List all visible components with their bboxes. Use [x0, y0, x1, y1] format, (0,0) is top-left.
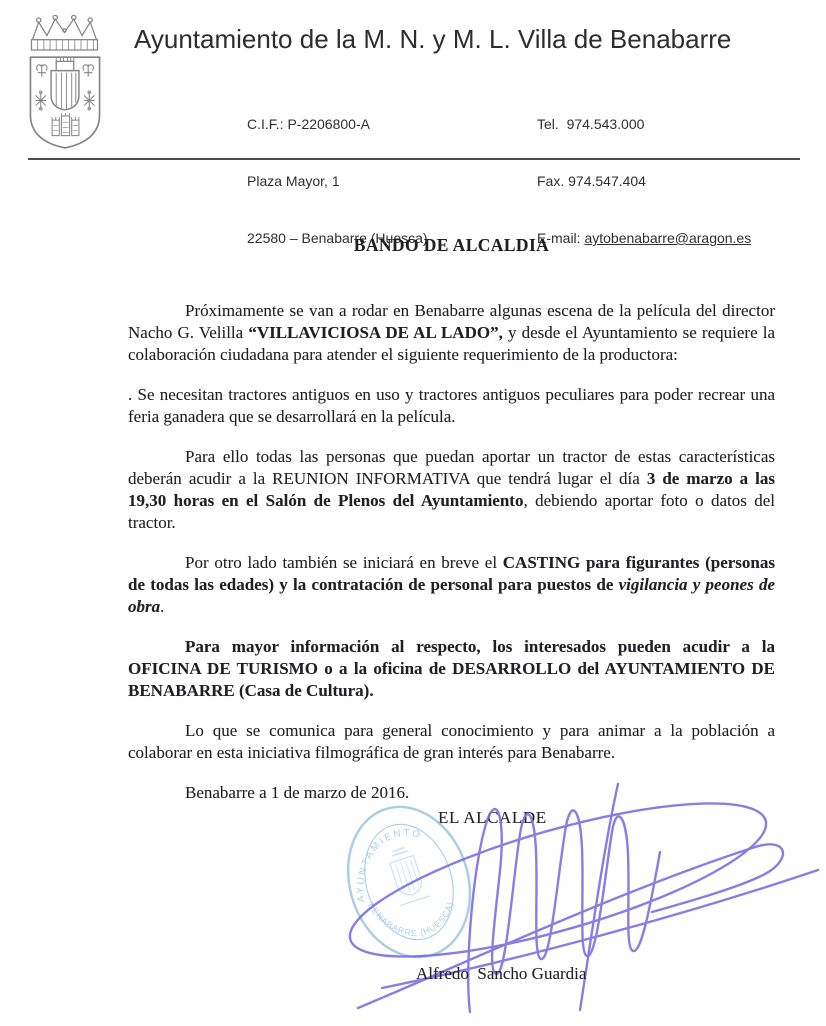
- paragraph-segment: , debiendo aportar foto o datos del tractor.: [128, 491, 775, 532]
- stamp-text-bottom: BENABARRE (HUESCA): [365, 900, 456, 939]
- paragraph-segment: Lo que se comunica para general conocimiento y para animar a la población a colaborar en esta iniciativa filmográfica de gran interés para Benabarre.: [128, 721, 775, 762]
- signer-name: Alfredo Sancho Guardia: [416, 964, 587, 983]
- address-line-2: 22580 – Benabarre (Huesca): [247, 230, 428, 246]
- paragraph-segment: Próximamente se van a rodar en Benabarre algunas escena de la película del director Nacho G. Velilla: [128, 301, 775, 342]
- paragraph-segment: .: [160, 597, 165, 616]
- document-paragraphs: [128, 300, 775, 764]
- paragraph-segment: CASTING para figurantes (personas de todas las edades) y la contratación de personal para puestos de: [128, 553, 775, 594]
- paragraph: [128, 384, 775, 428]
- paragraph: [128, 720, 775, 764]
- paragraph-segment: 3 de marzo a las 19,30 horas en el Salón de Plenos del Ayuntamiento: [128, 469, 775, 510]
- paragraph: [128, 636, 775, 702]
- organization-title: Ayuntamiento de la M. N. y M. L. Villa de Benabarre: [134, 24, 732, 54]
- coat-of-arms-icon: [16, 10, 114, 156]
- signer-role-label: EL ALCALDE: [438, 808, 547, 827]
- header-divider: [28, 158, 800, 160]
- paragraph-segment: “VILLAVICIOSA DE AL LADO”,: [248, 323, 503, 342]
- svg-text:AYUNTAMIENTO: [338, 821, 438, 905]
- paragraph-segment: Para ello todas las personas que puedan aportar un tractor de estas características deberán acudir a la REUNION INFORMATIVA que tendrá lugar el día: [128, 447, 775, 488]
- paragraph: [128, 300, 775, 366]
- municipal-stamp-icon: [336, 794, 482, 970]
- stamp-text-top: AYUNTAMIENTO: [355, 827, 424, 903]
- paragraph-segment: . Se necesitan tractores antiguos en uso y tractores antiguos peculiares para poder recrear una feria ganadera que se desarrollará en la película.: [128, 385, 775, 426]
- cif-line: C.I.F.: P-2206800-A: [247, 116, 370, 132]
- tel-line: Tel. 974.543.000: [537, 116, 645, 132]
- address-line-1: Plaza Mayor, 1: [247, 173, 340, 189]
- date-line: Benabarre a 1 de marzo de 2016.: [185, 783, 410, 802]
- paragraph-segment: y desde el Ayuntamiento se requiere la colaboración ciudadana para atender el siguiente requerimiento de la productora:: [128, 323, 775, 364]
- fax-line: Fax. 974.547.404: [537, 173, 646, 189]
- paragraph-segment: Para mayor información al respecto, los interesados pueden acudir a la OFICINA DE TURISMO o a la oficina de DESARROLLO del AYUNTAMIENTO DE BENABARRE (Casa de Cultura).: [128, 637, 775, 700]
- email-address: aytobenabarre@aragon.es: [584, 230, 752, 246]
- paragraph: [128, 552, 775, 618]
- paragraph: [128, 446, 775, 534]
- email-label: E-mail:: [537, 230, 585, 246]
- document-body: [128, 234, 775, 804]
- paragraph-segment: Por otro lado también se iniciará en breve el: [185, 553, 503, 572]
- document-title: BANDO DE ALCALDIA: [353, 235, 550, 255]
- paragraph-segment: vigilancia y peones de obra: [128, 575, 775, 616]
